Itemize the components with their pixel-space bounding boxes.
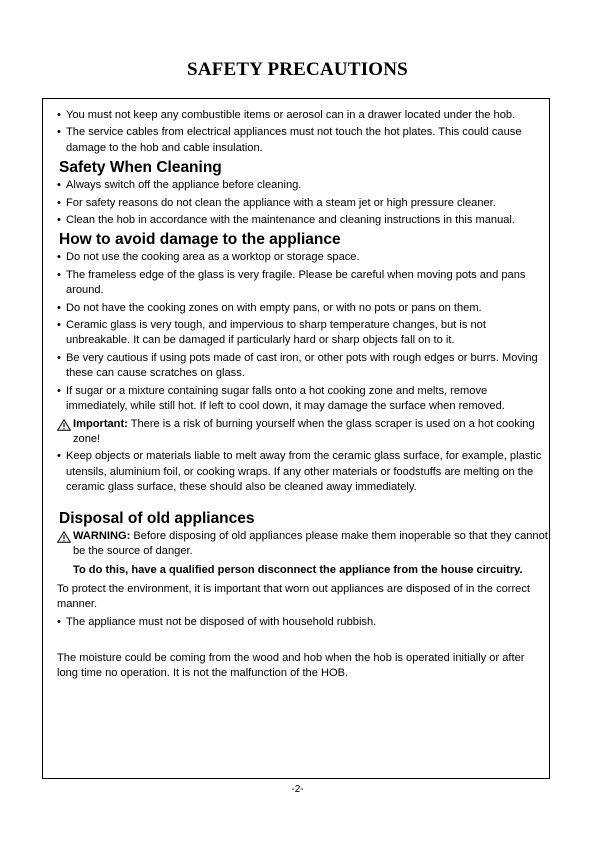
list-item: • Do not have the cooking zones on with empty pans, or with no pots or pans on them. — [57, 301, 549, 316]
disconnect-instruction: To do this, have a qualified person disconnect the appliance from the house circuitry. — [73, 564, 523, 577]
page-title: SAFETY PRECAUTIONS — [187, 59, 408, 80]
list-item: • The service cables from electrical appliances must not touch the hot plates. This could cause damage to the hob and cable insulation. — [57, 125, 549, 156]
list-item: • Keep objects or materials liable to melt away from the ceramic glass surface, for example, plastic utensils, aluminium foil, or cooking wraps. If any other materials or foodstuffs are melting on the ceramic glass surface, these should also be cleaned away immediately. — [57, 449, 549, 495]
important-text: There is a risk of burning yourself when the glass scraper is used on a hot cooking zone! — [73, 417, 535, 445]
important-label: Important: — [73, 417, 128, 430]
list-item: • The appliance must not be disposed of with household rubbish. — [57, 615, 549, 630]
important-note — [57, 417, 549, 448]
list-item: • Always switch off the appliance before cleaning. — [57, 178, 549, 193]
section-heading-damage: How to avoid damage to the appliance — [59, 231, 341, 249]
moisture-note: The moisture could be coming from the wood and hob when the hob is operated initially or after long time no operation. It is not the malfunction of the HOB. — [57, 651, 525, 680]
list-item: • Be very cautious if using pots made of cast iron, or other pots with rough edges or burrs. Moving these can cause scratches on glass. — [57, 351, 549, 382]
list-item: • Do not use the cooking area as a worktop or storage space. — [57, 250, 549, 265]
section-heading-cleaning: Safety When Cleaning — [59, 159, 222, 177]
list-item: • Ceramic glass is very tough, and impervious to sharp temperature changes, but is not unbreakable. It can be damaged if particularly hard or sharp objects fall on to it. — [57, 318, 549, 349]
warning-label: WARNING: — [73, 529, 131, 542]
environment-text: To protect the environment, it is important that worn out appliances are disposed of in the correct manner. — [57, 582, 530, 611]
list-item: • You must not keep any combustible items or aerosol can in a drawer located under the hob. — [57, 108, 549, 123]
list-item: • For safety reasons do not clean the appliance with a steam jet or high pressure cleaner. — [57, 196, 549, 211]
list-item: • If sugar or a mixture containing sugar falls onto a hot cooking zone and melts, remove immediately, while still hot. If left to cool down, it may damage the surface when removed. — [57, 384, 549, 415]
list-item: • The frameless edge of the glass is very fragile. Please be careful when moving pots and pans around. — [57, 268, 549, 299]
warning-triangle-icon — [57, 419, 71, 431]
warning-text: Before disposing of old appliances please make them inoperable so that they cannot be the source of danger. — [73, 529, 548, 557]
page-number: -2- — [291, 784, 304, 795]
section-heading-disposal: Disposal of old appliances — [59, 509, 255, 527]
warning-triangle-icon — [57, 531, 71, 543]
warning-note — [57, 529, 549, 560]
content-body — [57, 108, 549, 684]
list-item: • Clean the hob in accordance with the maintenance and cleaning instructions in this manual. — [57, 213, 549, 228]
